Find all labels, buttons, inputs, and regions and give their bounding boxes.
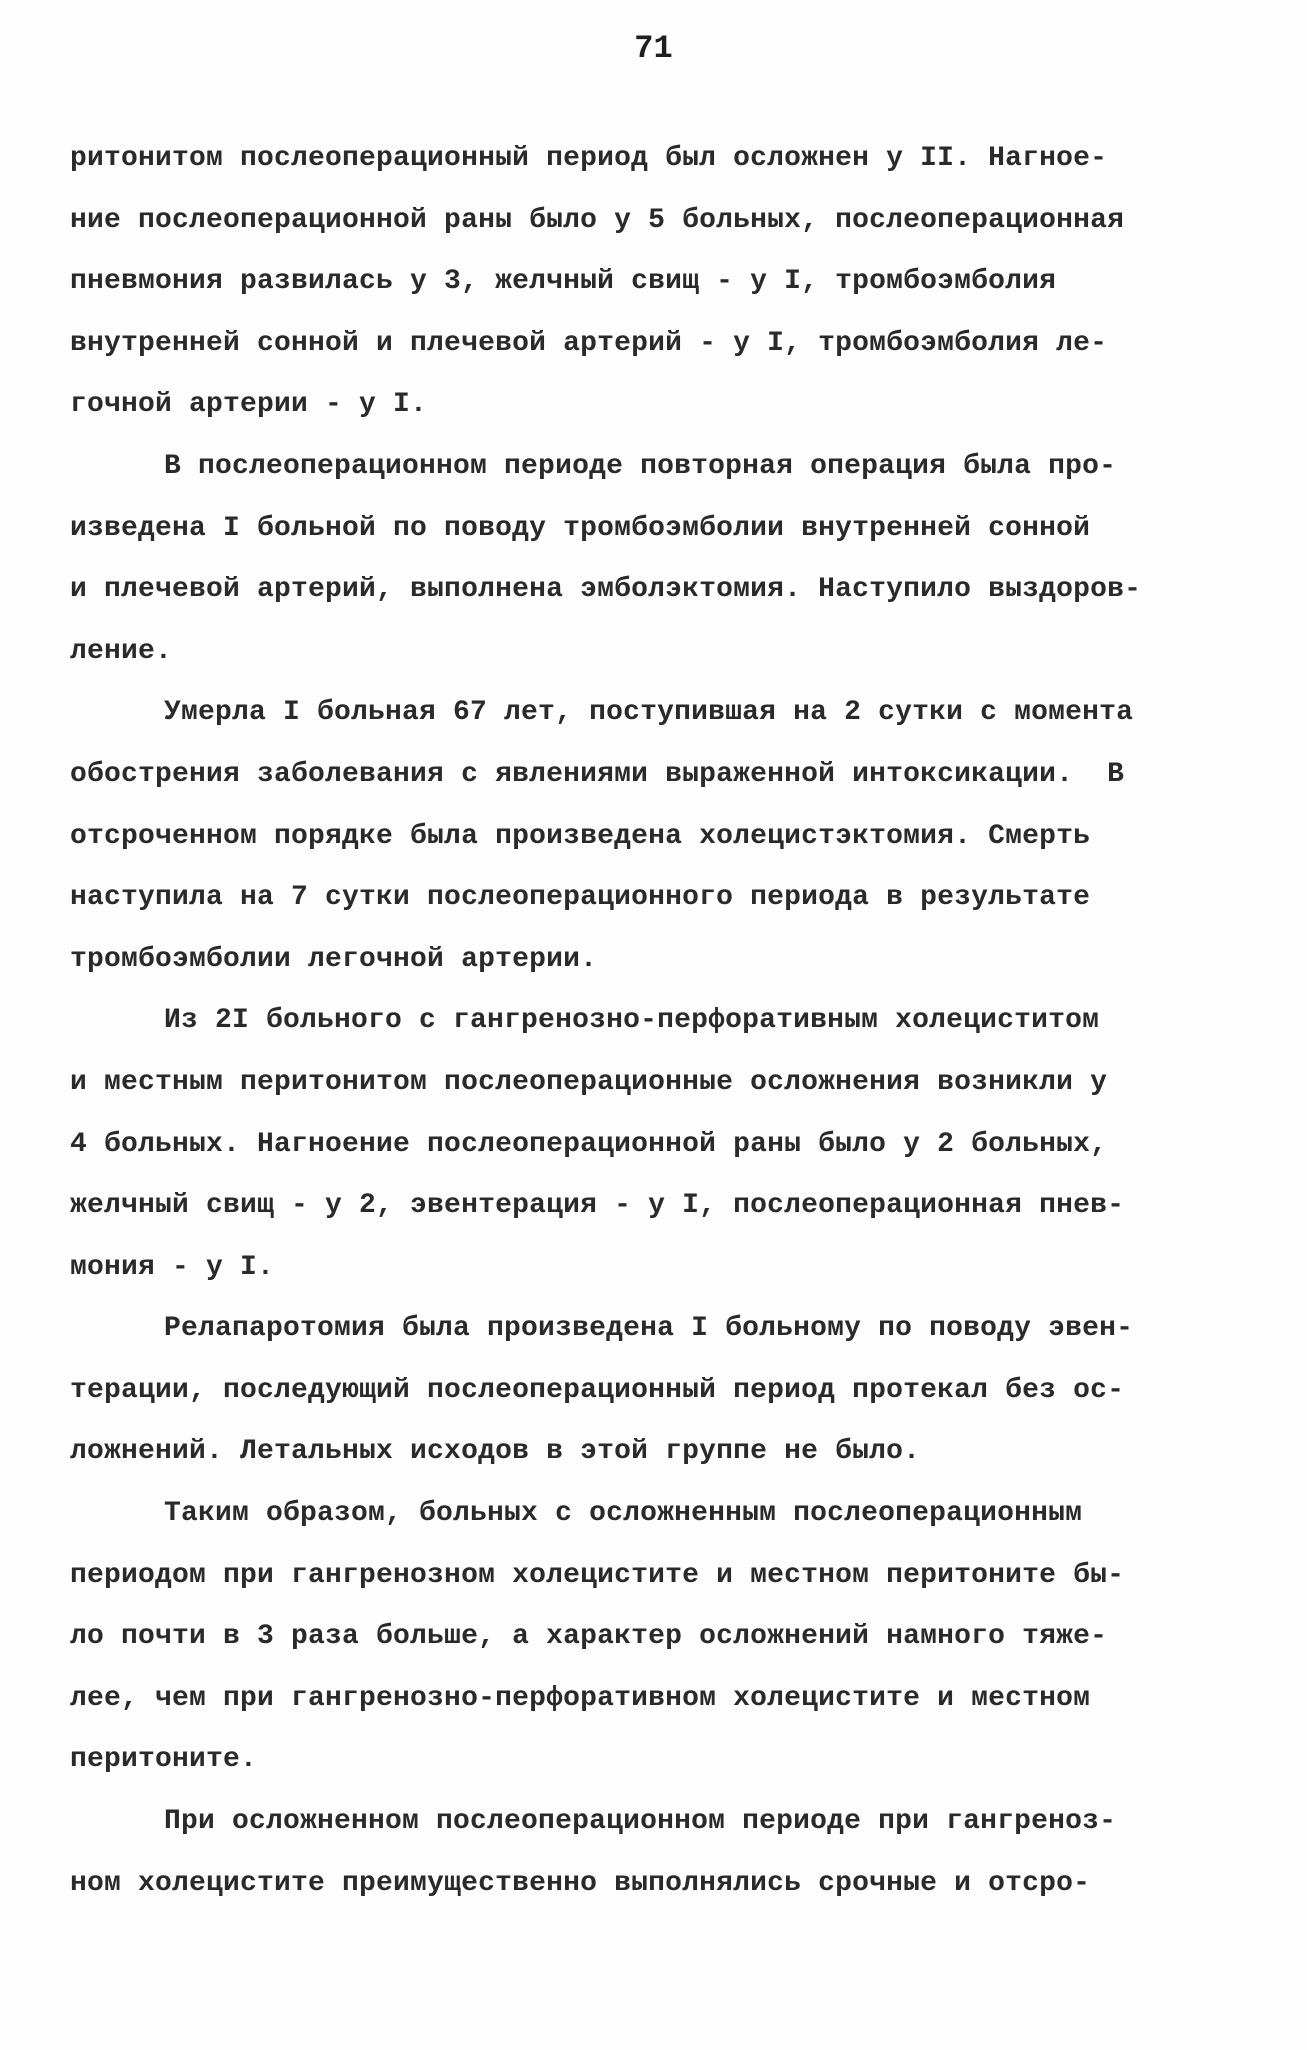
text-line: наступила на 7 сутки послеоперационного периода в результате	[70, 882, 1091, 914]
text-line: внутренней сонной и плечевой артерий - у I, тромбоэмболия ле-	[70, 327, 1108, 359]
text-line: отсроченном порядке была произведена холецистэктомия. Смерть	[70, 820, 1091, 852]
text-line: ло почти в 3 раза больше, а характер осложнений намного тяже-	[70, 1621, 1108, 1653]
text-line: 4 больных. Нагноение послеоперационной раны было у 2 больных,	[70, 1128, 1108, 1160]
text-line: изведена I больной по поводу тромбоэмболии внутренней сонной	[70, 512, 1091, 544]
text-line: лее, чем при гангренозно-перфоративном холецистите и местном	[70, 1682, 1091, 1714]
paragraph-start-line: Умерла I больная 67 лет, поступившая на 2 сутки с момента	[164, 697, 1134, 729]
paragraph-start-line: Из 2I больного с гангренозно-перфоративным холециститом	[164, 1005, 1100, 1037]
text-line: ритонитом послеоперационный период был осложнен у II. Нагное-	[70, 143, 1108, 174]
paragraph-start-line: В послеоперационном периоде повторная операция была про-	[164, 450, 1117, 482]
text-line: гочной артерии - у I.	[70, 389, 428, 421]
text-line: ложнений. Летальных исходов в этой группе не было.	[70, 1436, 921, 1468]
text-line: и местным перитонитом послеоперационные осложнения возникли у	[70, 1066, 1108, 1098]
paragraph-start-line: При осложненном послеоперационном периоде при гангреноз-	[164, 1806, 1117, 1838]
text-line: перитоните.	[70, 1744, 258, 1776]
text-line: периодом при гангренозном холецистите и местном перитоните бы-	[70, 1559, 1125, 1591]
text-line: пневмония развилась у 3, желчный свищ - у I, тромбоэмболия	[70, 266, 1057, 298]
paragraph-start-line: Релапаротомия была произведена I больному по поводу эвен-	[164, 1313, 1134, 1345]
paragraph-start-line: Таким образом, больных с осложненным послеоперационным	[164, 1498, 1083, 1530]
page-number: 71	[634, 30, 673, 67]
body-text	[70, 128, 1250, 1914]
text-line: ние послеоперационной раны было у 5 больных, послеоперационная	[70, 204, 1125, 236]
text-line: тромбоэмболии легочной артерии.	[70, 943, 598, 975]
text-line: терации, последующий послеоперационный период протекал без ос-	[70, 1374, 1125, 1406]
text-line: обострения заболевания с явлениями выраженной интоксикации. В	[70, 758, 1125, 790]
text-line: желчный свищ - у 2, эвентерация - у I, послеоперационная пнев-	[70, 1190, 1125, 1222]
text-line: мония - у I.	[70, 1251, 275, 1283]
text-line: ном холецистите преимущественно выполнялись срочные и отсро-	[70, 1867, 1091, 1899]
text-line: и плечевой артерий, выполнена эмболэктомия. Наступило выздоров-	[70, 574, 1142, 606]
text-line: ление.	[70, 635, 173, 667]
